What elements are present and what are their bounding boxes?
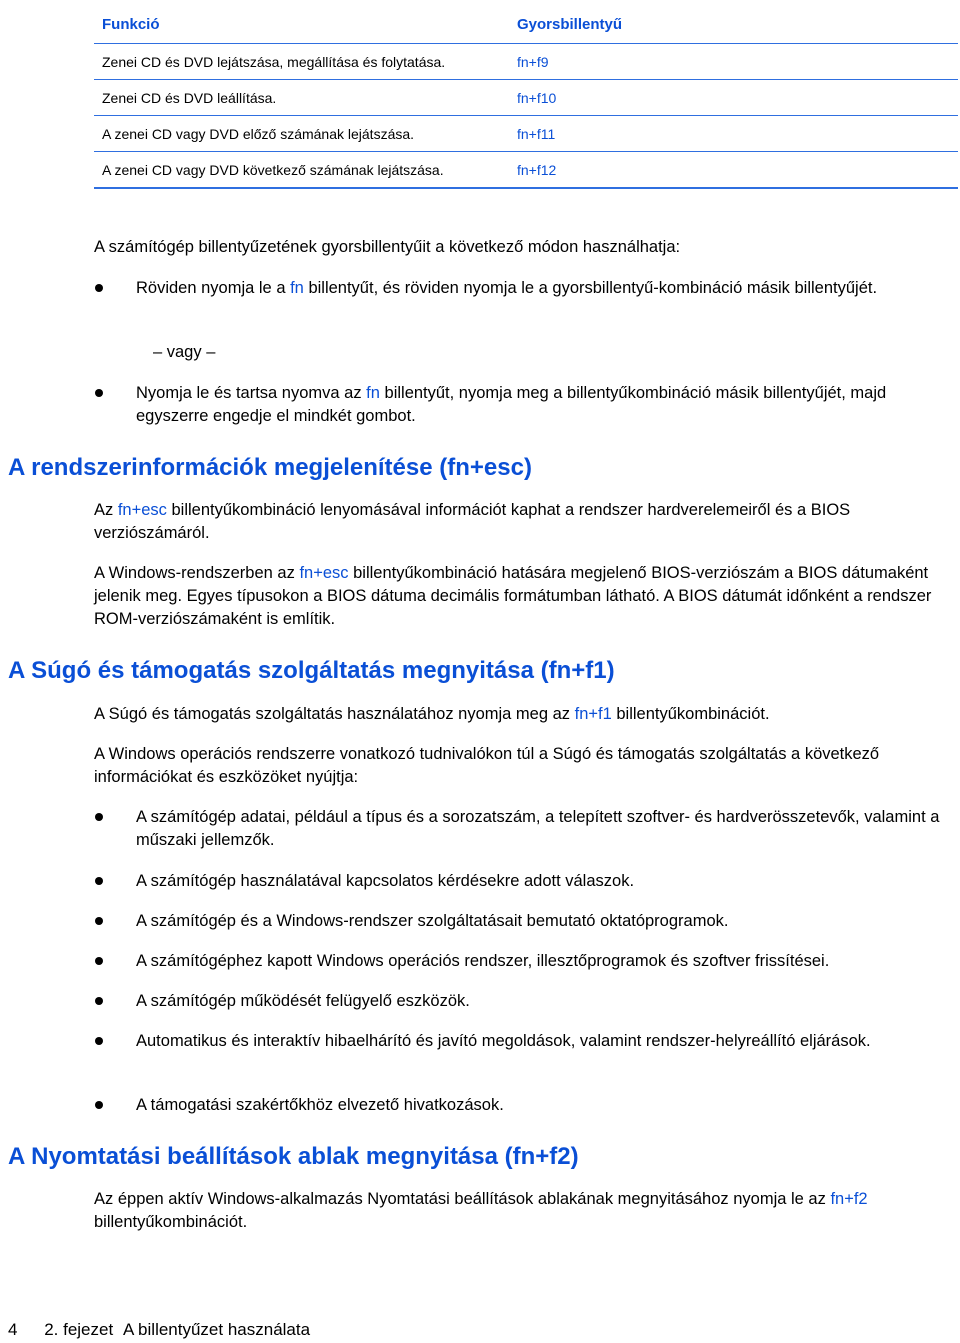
table-header-hotkey: Gyorsbillentyű: [517, 16, 623, 33]
text: billentyűkombináció hatására megjelenő BIOS-verziószám a BIOS dátumaként jelenik meg. Egyes típusokon a BIOS dátuma decimális formátumban látható. A BIOS dátumát időnként a rendszer ROM-verziószámaként is említik.: [94, 564, 932, 628]
chapter-label: 2. fejezet: [44, 1320, 114, 1339]
fn-key: fn: [366, 384, 380, 402]
table-cell-function: Zenei CD és DVD lejátszása, megállítása és folytatása.: [102, 53, 446, 70]
bullet-icon: [95, 389, 103, 397]
text: A Windows-rendszerben az: [94, 564, 300, 582]
text: Az: [94, 501, 118, 519]
table-cell-function: Zenei CD és DVD leállítása.: [102, 89, 277, 106]
bullet-icon: [95, 917, 103, 925]
sysinfo-paragraph-1: [94, 499, 958, 545]
table-row: [94, 80, 958, 116]
list-item: A számítógép működését felügyelő eszközök.: [136, 992, 470, 1010]
bullet-icon: [95, 1101, 103, 1109]
usage-bullet-1: [136, 277, 936, 300]
section-heading-print-settings: A Nyomtatási beállítások ablak megnyitása (fn+f2): [8, 1143, 579, 1170]
list-item: A számítógép és a Windows-rendszer szolgáltatásait bemutató oktatóprogramok.: [136, 912, 729, 930]
text: billentyűkombináció lenyomásával információt kaphat a rendszer hardverelemeiről és a BIOS verziószámáról.: [94, 501, 851, 542]
text: billentyűkombinációt.: [611, 705, 770, 723]
intro-paragraph: A számítógép billentyűzetének gyorsbillentyűit a következő módon használhatja:: [94, 238, 681, 256]
hotkey: fn+esc: [299, 564, 349, 582]
sysinfo-paragraph-2: [94, 562, 958, 631]
print-paragraph: [94, 1188, 958, 1234]
usage-bullet-2: [136, 382, 956, 428]
list-item: A számítógép adatai, például a típus és a sorozatszám, a telepített szoftver- és hardverösszetevők, valamint a műszaki jellemzők.: [136, 808, 940, 849]
text: A Súgó és támogatás szolgáltatás használatához nyomja meg az: [94, 705, 575, 723]
shortcut-table: [94, 6, 958, 189]
list-item: A számítógép használatával kapcsolatos kérdésekre adott válaszok.: [136, 872, 635, 890]
list-item: A számítógéphez kapott Windows operációs rendszer, illesztőprogramok és szoftver frissítései.: [136, 952, 830, 970]
hotkey: fn+f2: [830, 1190, 868, 1208]
table-header-row: [94, 6, 958, 44]
table-row: [94, 44, 958, 80]
section-heading-help-support: A Súgó és támogatás szolgáltatás megnyitása (fn+f1): [8, 657, 615, 684]
text: Nyomja le és tartsa nyomva az: [136, 384, 367, 402]
bullet-icon: [95, 1037, 103, 1045]
table-cell-hotkey: fn+f9: [517, 53, 549, 70]
bullet-icon: [95, 997, 103, 1005]
table-row: [94, 152, 958, 189]
bullet-icon: [95, 957, 103, 965]
table-header-function: Funkció: [102, 16, 160, 33]
list-item: Automatikus és interaktív hibaelhárító és javító megoldások, valamint rendszer-helyreállító eljárások.: [136, 1032, 871, 1050]
table-cell-function: A zenei CD vagy DVD előző számának lejátszása.: [102, 125, 415, 142]
text: Az éppen aktív Windows-alkalmazás Nyomtatási beállítások ablakának megnyitásához nyomja le az: [94, 1190, 831, 1208]
help-paragraph-1: [94, 703, 958, 726]
chapter-title: A billentyűzet használata: [122, 1320, 311, 1339]
text: billentyűt, és röviden nyomja le a gyorsbillentyű-kombináció másik billentyűjét.: [303, 279, 878, 297]
hotkey: fn+esc: [117, 501, 167, 519]
text: Röviden nyomja le a: [136, 279, 291, 297]
text: billentyűt, nyomja meg a billentyűkombináció másik billentyűjét, majd egyszerre engedje el mindkét gombot.: [136, 384, 887, 425]
table-row: [94, 116, 958, 152]
bullet-icon: [95, 284, 103, 292]
bullet-icon: [95, 813, 103, 821]
text: billentyűkombinációt.: [94, 1213, 248, 1231]
list-item: A támogatási szakértőkhöz elvezető hivatkozások.: [136, 1096, 504, 1114]
fn-key: fn: [290, 279, 304, 297]
table-cell-hotkey: fn+f10: [517, 89, 557, 106]
page-number: 4: [8, 1320, 18, 1339]
table-cell-hotkey: fn+f12: [517, 161, 557, 178]
section-heading-system-info: A rendszerinformációk megjelenítése (fn+esc): [8, 454, 532, 481]
table-cell-hotkey: fn+f11: [517, 125, 556, 142]
table-cell-function: A zenei CD vagy DVD következő számának lejátszása.: [102, 161, 444, 178]
bullet-icon: [95, 877, 103, 885]
hotkey: fn+f1: [574, 705, 612, 723]
or-separator: – vagy –: [153, 343, 216, 361]
page-footer: [8, 1320, 310, 1340]
help-paragraph-2: A Windows operációs rendszerre vonatkozó tudnivalókon túl a Súgó és támogatás szolgáltatás a következő információkat és eszközöket nyújtja:: [94, 745, 880, 786]
